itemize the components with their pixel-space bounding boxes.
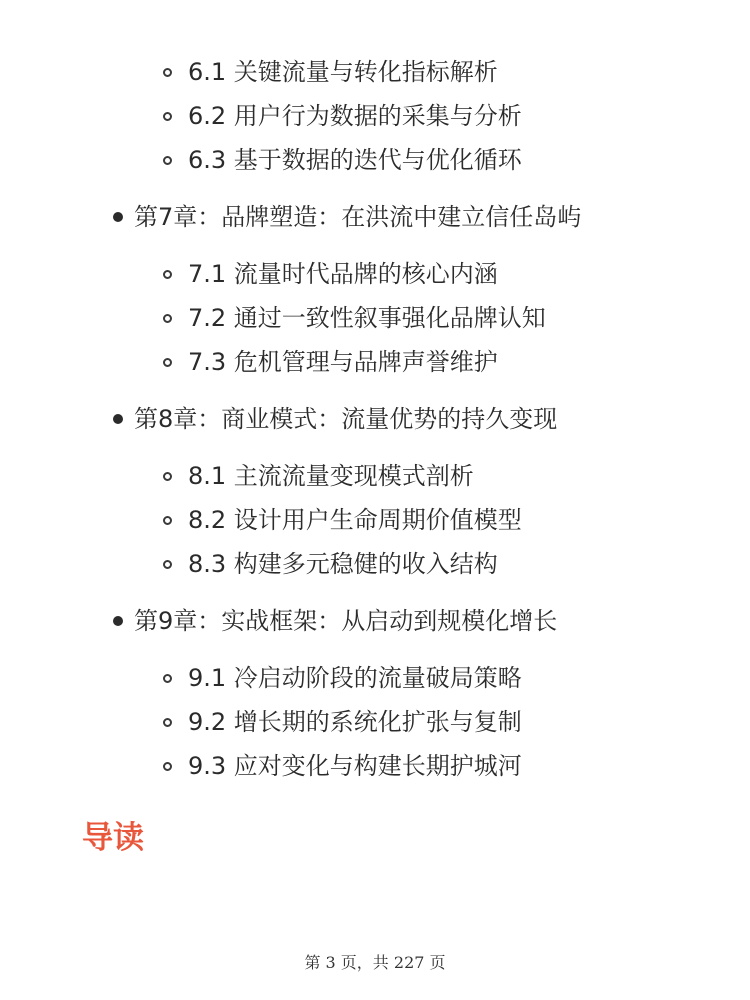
solid-bullet-icon — [113, 616, 123, 626]
toc-subitem-7-1[interactable]: 7.1 流量时代品牌的核心内涵 — [188, 260, 498, 288]
solid-bullet-icon — [113, 414, 123, 424]
toc-subitem-7-3[interactable]: 7.3 危机管理与品牌声誉维护 — [188, 348, 498, 376]
hollow-bullet-icon — [163, 762, 172, 771]
hollow-bullet-icon — [163, 718, 172, 727]
toc-subitem-9-3[interactable]: 9.3 应对变化与构建长期护城河 — [188, 752, 522, 780]
hollow-bullet-icon — [163, 112, 172, 121]
hollow-bullet-icon — [163, 358, 172, 367]
toc-subitem-9-2[interactable]: 9.2 增长期的系统化扩张与复制 — [188, 708, 522, 736]
hollow-bullet-icon — [163, 156, 172, 165]
toc-chapter-9[interactable]: 第9章：实战框架：从启动到规模化增长 — [134, 607, 558, 635]
toc-subitem-8-3[interactable]: 8.3 构建多元稳健的收入结构 — [188, 550, 498, 578]
hollow-bullet-icon — [163, 560, 172, 569]
toc-subitem-6-2[interactable]: 6.2 用户行为数据的采集与分析 — [188, 102, 522, 130]
hollow-bullet-icon — [163, 516, 172, 525]
toc-subitem-6-3[interactable]: 6.3 基于数据的迭代与优化循环 — [188, 146, 522, 174]
solid-bullet-icon — [113, 212, 123, 222]
toc-subitem-9-1[interactable]: 9.1 冷启动阶段的流量破局策略 — [188, 664, 522, 692]
page-number-footer: 第 3 页，共 227 页 — [304, 953, 446, 972]
hollow-bullet-icon — [163, 68, 172, 77]
toc-subitem-6-1[interactable]: 6.1 关键流量与转化指标解析 — [188, 58, 498, 86]
toc-subitem-7-2[interactable]: 7.2 通过一致性叙事强化品牌认知 — [188, 304, 546, 332]
hollow-bullet-icon — [163, 314, 172, 323]
toc-subitem-8-1[interactable]: 8.1 主流流量变现模式剖析 — [188, 462, 474, 490]
toc-chapter-7[interactable]: 第7章：品牌塑造：在洪流中建立信任岛屿 — [134, 203, 582, 231]
hollow-bullet-icon — [163, 270, 172, 279]
toc-subitem-8-2[interactable]: 8.2 设计用户生命周期价值模型 — [188, 506, 522, 534]
hollow-bullet-icon — [163, 674, 172, 683]
section-heading: 导读 — [82, 820, 144, 856]
toc-chapter-8[interactable]: 第8章：商业模式：流量优势的持久变现 — [134, 405, 558, 433]
hollow-bullet-icon — [163, 472, 172, 481]
